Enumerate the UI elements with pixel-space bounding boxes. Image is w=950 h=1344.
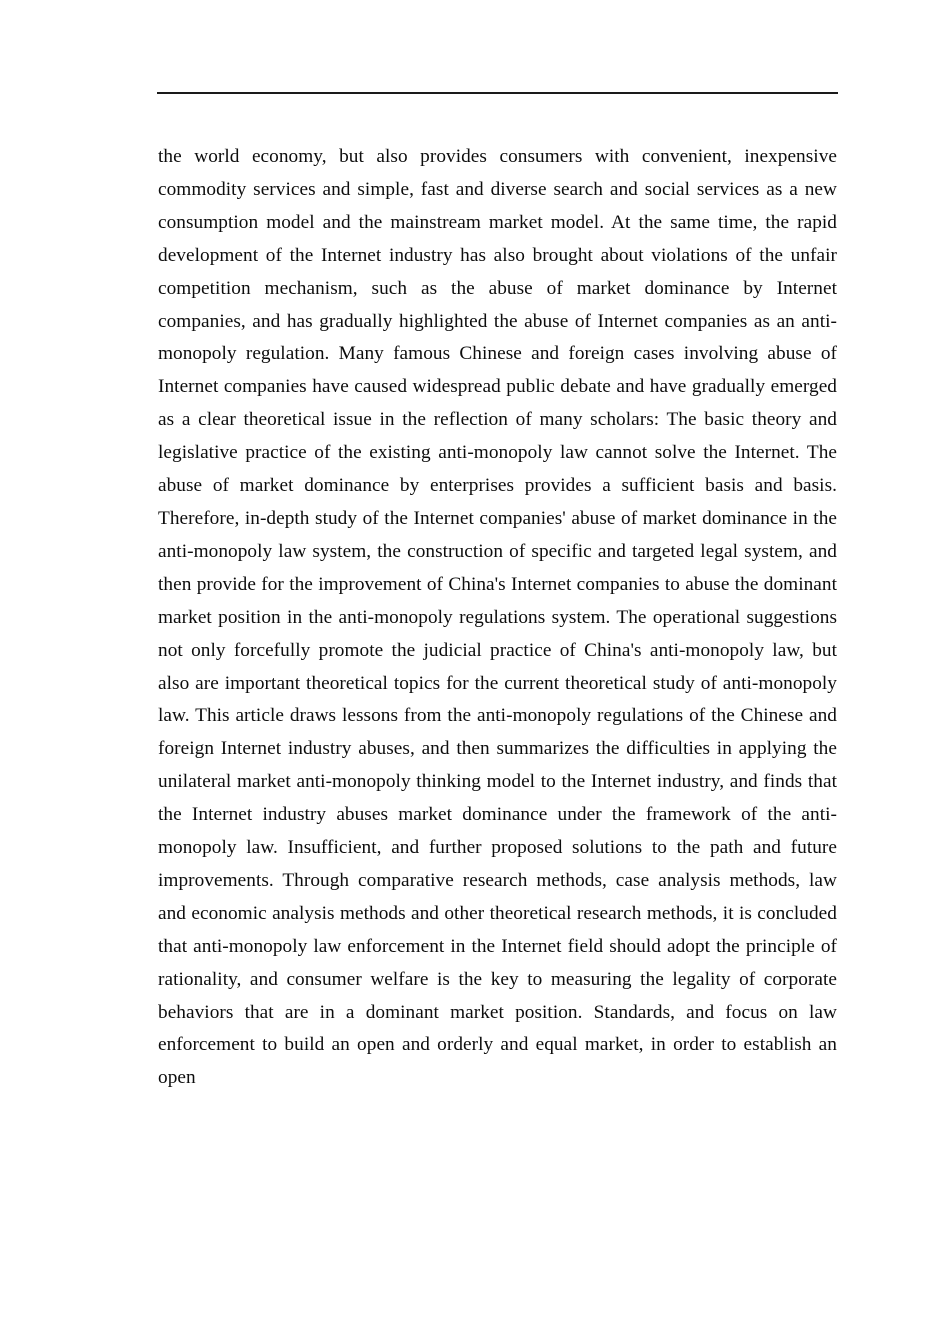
body-paragraph: the world economy, but also provides consumers with convenient, inexpensive commodity services and simple, fast and diverse search and social services as a new consumption model and the mainstream market model. At the same time, the rapid development of the Internet industry has also brought about violations of the unfair competition mechanism, such as the abuse of market dominance by Internet companies, and has gradually highlighted the abuse of Internet companies as an anti-monopoly regulation. Many famous Chinese and foreign cases involving abuse of Internet companies have caused widespread public debate and have gradually emerged as a clear theoretical issue in the reflection of many scholars: The basic theory and legislative practice of the existing anti-monopoly law cannot solve the Internet. The abuse of market dominance by enterprises provides a sufficient basis and basis. Therefore, in-depth study of the Internet companies' abuse of market dominance in the anti-monopoly law system, the construction of specific and targeted legal system, and then provide for the improvement of China's Internet companies to abuse the dominant market position in the anti-monopoly regulations system. The operational suggestions not only forcefully promote the judicial practice of China's anti-monopoly law, but also are important theoretical topics for the current theoretical study of anti-monopoly law. This article draws lessons from the anti-monopoly regulations of the Chinese and foreign Internet industry abuses, and then summarizes the difficulties in applying the unilateral market anti-monopoly thinking model to the Internet industry, and finds that the Internet industry abuses market dominance under the framework of the anti-monopoly law. Insufficient, and further proposed solutions to the path and future improvements. Through comparative research methods, case analysis methods, law and economic analysis methods and other theoretical research methods, it is concluded that anti-monopoly law enforcement in the Internet field should adopt the principle of rationality, and consumer welfare is the key to measuring the legality of corporate behaviors that are in a dominant market position. Standards, and focus on law enforcement to build an open and orderly and equal market, in order to establish an open — [158, 146, 837, 1089]
header-separator-rule — [157, 92, 838, 94]
body-text-block — [158, 141, 837, 1128]
